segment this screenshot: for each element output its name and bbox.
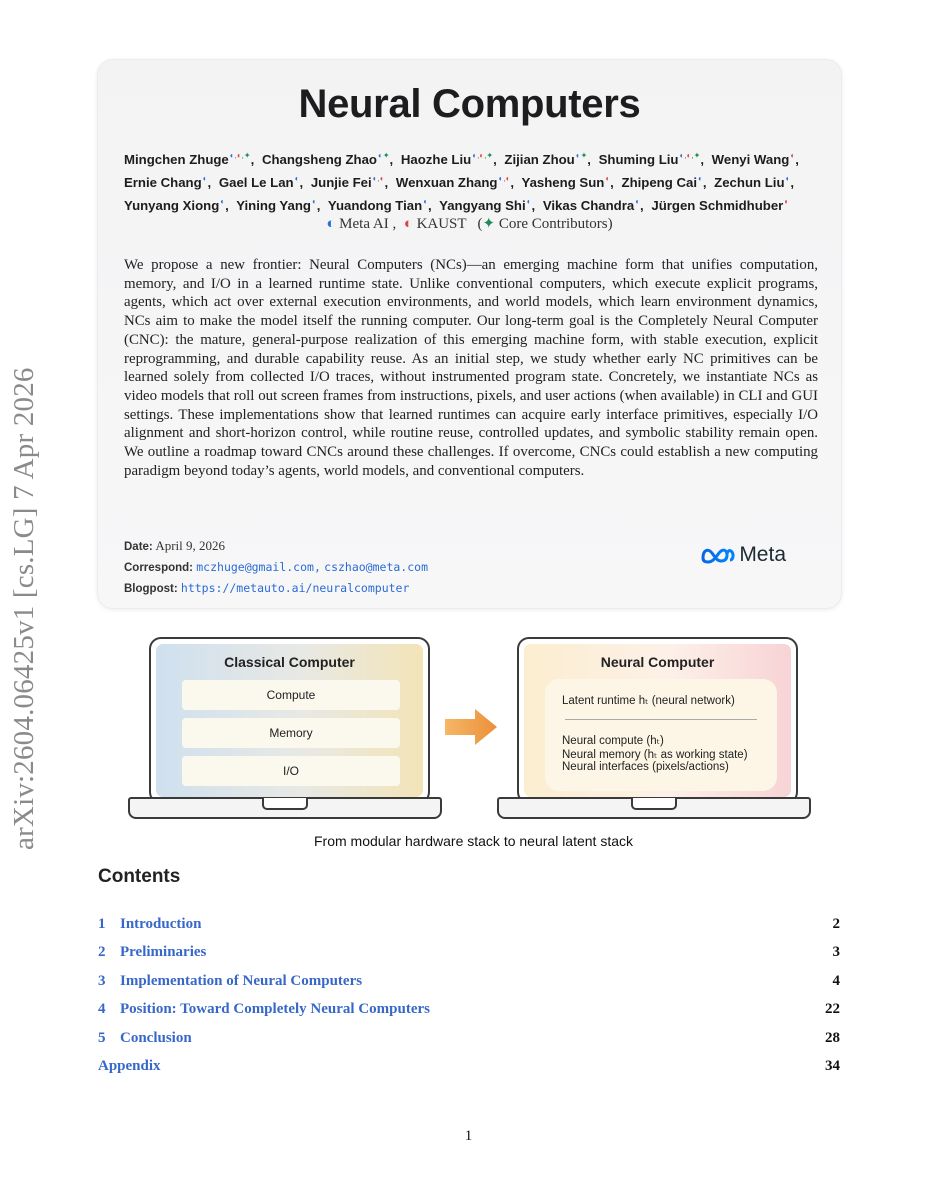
kaust-mark-icon: ,◐ (503, 174, 511, 183)
core-contributor-mark-icon: ✦ (382, 151, 390, 160)
author-affiliation-marks (499, 174, 511, 183)
author-name: Jürgen Schmidhuber (651, 198, 784, 213)
core-contributor-mark-icon: ,✦ (691, 151, 701, 160)
meta-logo (700, 543, 786, 567)
author: Yunyang Xiong◐, (124, 197, 229, 213)
author-affiliation-marks (472, 151, 493, 160)
abstract: We propose a new frontier: Neural Computers (NCs)—an emerging machine form that unifies computation, memory, and I/O in a learned runtime state. Unlike conventional computers, which execute explicit programs, agents, which act over external execution environments, and world models, which learn environment dynamics, NCs aim to make the model itself the running computer. Our long-term goal is the Completely Neural Computer (CNC): the mature, general-purpose realization of this emerging machine form, with stable execution, explicit reprogramming, and durable capability reuse. As an initial step, we study whether early NC primitives can be learned solely from collected I/O traces, without instrumented program state. Concretely, we instantiate NCs as video models that roll out screen frames from instructions, pixels, and user actions (when available) in CLI and GUI settings. These implementations show that learned runtimes can acquire early interface primitives, especially I/O alignment and short-horizon control, while routine reuse, controlled updates, and symbolic stability remain open. We outline a roadmap toward CNCs around these challenges. If overcome, CNCs could establish a new computing paradigm beyond today’s agents, world models, and conventional computers. (124, 257, 818, 479)
author: Zijian Zhou◐✦, (504, 151, 591, 167)
neural-computer-title: Neural Computer (600, 654, 715, 670)
author-name: Yunyang Xiong (124, 198, 220, 213)
meta-mark-icon: ◐ (377, 151, 383, 160)
author: Junjie Fei◐,◐, (310, 174, 389, 190)
toc-title[interactable]: Position: Toward Completely Neural Computers (120, 1001, 430, 1018)
author: Wenyi Wang◐, (711, 151, 799, 167)
correspond-email-link-1[interactable]: mczhuge@gmail.com (196, 560, 314, 574)
meta-mark-icon: ◐ (294, 174, 300, 183)
author-name: Yining Yang (236, 198, 311, 213)
meta-mark-icon: ◐ (229, 151, 235, 160)
io-module: I/O (182, 756, 400, 786)
classical-computer-screen (149, 637, 430, 804)
author-name: Haozhe Liu (400, 152, 472, 167)
core-contributor-label: Core Contributors) (498, 216, 613, 232)
author: Yining Yang◐, (236, 197, 321, 213)
right-arrow-icon (443, 707, 499, 747)
classical-laptop-base (128, 797, 442, 819)
author-name: Yangyang Shi (439, 198, 526, 213)
neural-panel (545, 679, 777, 791)
author: Zechun Liu◐, (714, 174, 795, 190)
toc-page: 34 (825, 1057, 840, 1074)
author-name: Wenyi Wang (711, 152, 790, 167)
author-name: Zechun Liu (714, 175, 785, 190)
toc-title[interactable]: Implementation of Neural Computers (120, 972, 363, 989)
compute-module: Compute (182, 680, 400, 710)
author: Zhipeng Cai◐, (621, 174, 707, 190)
core-contributor-mark-icon: ✦ (580, 151, 588, 160)
kaust-mark-icon: ◐ (790, 151, 796, 160)
meta-infinity-icon (700, 545, 736, 565)
author-affiliation-marks (784, 197, 789, 206)
meta-affiliation-label: Meta AI , (339, 216, 397, 232)
author: Gael Le Lan◐, (218, 174, 304, 190)
author: Wenxuan Zhang◐,◐, (395, 174, 515, 190)
author-name: Junjie Fei (310, 175, 372, 190)
author-name: Shuming Liu (598, 152, 679, 167)
toc-entry-preliminaries[interactable] (98, 944, 840, 972)
neural-memory-label: Neural memory (hₜ as working state) (562, 749, 748, 761)
kaust-mark-icon: ,◐ (234, 151, 242, 160)
toc-entry-introduction[interactable] (98, 916, 840, 944)
toc-page: 4 (832, 972, 840, 989)
toc-title[interactable]: Preliminaries (120, 944, 207, 961)
author: Yasheng Sun◐, (521, 174, 614, 190)
affiliations (98, 214, 841, 233)
meta-mark-icon: ◐ (472, 151, 478, 160)
author-name: Yasheng Sun (521, 175, 605, 190)
author-name: Changsheng Zhao (261, 152, 377, 167)
neural-divider (565, 719, 757, 720)
toc-page: 3 (832, 944, 840, 961)
toc-entry-appendix[interactable] (98, 1058, 840, 1086)
author: Ernie Chang◐, (124, 174, 212, 190)
author-name: Zijian Zhou (504, 152, 575, 167)
blogpost-link[interactable]: https://metauto.ai/neuralcomputer (180, 581, 410, 595)
arxiv-stamp: arXiv:2604.06425v1 [cs.LG] 7 Apr 2026 (8, 367, 40, 850)
author-affiliation-marks (679, 151, 700, 160)
toc-number: 2 (98, 944, 106, 961)
toc-entry-position[interactable] (98, 1001, 840, 1029)
meta-mark-icon: ◐ (679, 151, 685, 160)
core-contributor-mark-icon: ,✦ (241, 151, 251, 160)
kaust-mark-icon: ,◐ (477, 151, 485, 160)
neural-computer-screen (517, 637, 798, 804)
author: Shuming Liu◐,◐,✦, (598, 151, 704, 167)
toc-page: 22 (825, 1001, 840, 1018)
figure-caption: From modular hardware stack to neural latent stack (313, 833, 634, 849)
author: Mingchen Zhuge◐,◐,✦, (124, 151, 255, 167)
author-name: Gael Le Lan (218, 175, 294, 190)
toc-page: 2 (832, 916, 840, 932)
meta-mark-icon: ◐ (498, 174, 504, 183)
correspond-sep: , (313, 560, 321, 574)
date-label: Date: (124, 541, 153, 553)
toc-title[interactable]: Appendix (98, 1057, 161, 1074)
core-contributor-mark-icon: ,✦ (484, 151, 494, 160)
latent-runtime-label: Latent runtime hₜ (neural network) (562, 695, 735, 707)
classical-screen-inner (156, 644, 423, 797)
meta-mark-icon: ◐ (311, 197, 317, 206)
toc-number: 1 (98, 916, 106, 932)
blogpost-label: Blogpost: (124, 583, 178, 595)
blogpost-row (124, 578, 428, 599)
kaust-mark-icon: ◐ (784, 197, 790, 206)
author-affiliation-marks (373, 174, 385, 183)
meta-mark-icon: ◐ (526, 197, 532, 206)
contents-heading: Contents (98, 866, 181, 887)
author-affiliation-marks (230, 151, 251, 160)
correspond-label: Correspond: (124, 562, 193, 574)
author: Yuandong Tian◐, (327, 197, 432, 213)
correspond-row (124, 557, 428, 578)
kaust-mark-icon: ,◐ (377, 174, 385, 183)
author-name: Yuandong Tian (327, 198, 423, 213)
author-name: Zhipeng Cai (621, 175, 697, 190)
author-name: Ernie Chang (124, 175, 202, 190)
memory-module: Memory (182, 718, 400, 748)
kaust-mark-icon: ◐ (605, 174, 611, 183)
author-list (124, 146, 824, 215)
header-card (97, 59, 842, 609)
author-name: Wenxuan Zhang (395, 175, 498, 190)
toc-title[interactable]: Introduction (120, 916, 202, 932)
neural-laptop-base (497, 797, 811, 819)
page-number: 1 (464, 1128, 473, 1144)
meta-mark-icon: ◐ (202, 174, 208, 183)
meta-mark-icon: ◐ (697, 174, 703, 183)
author (651, 198, 789, 213)
meta-mark-icon: ◐ (575, 151, 581, 160)
toc-number: 5 (98, 1029, 106, 1046)
correspond-email-link-2[interactable]: cszhao@meta.com (324, 560, 428, 574)
toc-page: 28 (825, 1029, 840, 1046)
paper-title: Neural Computers (298, 82, 641, 126)
author-affiliation-marks (203, 174, 208, 183)
kaust-affiliation-icon: ◐ (403, 216, 413, 232)
meta-mark-icon: ◐ (635, 197, 641, 206)
toc-number: 3 (98, 972, 106, 989)
author-name: Mingchen Zhuge (124, 152, 229, 167)
classical-laptop-notch (262, 798, 308, 810)
toc-title[interactable]: Conclusion (120, 1029, 192, 1046)
neural-laptop-notch (631, 798, 677, 810)
author: Yangyang Shi◐, (439, 197, 536, 213)
meta-mark-icon: ◐ (785, 174, 791, 183)
author-affiliation-marks (576, 151, 588, 160)
date-value: April 9, 2026 (155, 538, 226, 553)
toc-entry-implementation[interactable] (98, 973, 840, 1001)
neural-interfaces-label: Neural interfaces (pixels/actions) (562, 761, 729, 773)
meta-mark-icon: ◐ (220, 197, 226, 206)
author: Changsheng Zhao◐✦, (261, 151, 394, 167)
core-contributor-icon: ✦ (482, 216, 496, 232)
toc-number: 4 (98, 1001, 106, 1018)
toc-entry-conclusion[interactable] (98, 1030, 840, 1058)
classical-computer-title: Classical Computer (224, 654, 355, 670)
author-name: Vikas Chandra (542, 198, 635, 213)
author: Haozhe Liu◐,◐,✦, (400, 151, 497, 167)
neural-screen-inner (524, 644, 791, 797)
contrib-paren: ( (477, 216, 483, 232)
date-row (124, 536, 428, 557)
author-affiliation-marks (378, 151, 390, 160)
table-of-contents (98, 916, 840, 1086)
meta-mark-icon: ◐ (423, 197, 429, 206)
author: Vikas Chandra◐, (542, 197, 644, 213)
meta-mark-icon: ◐ (372, 174, 378, 183)
paper-meta-info (124, 536, 428, 599)
kaust-mark-icon: ,◐ (684, 151, 692, 160)
kaust-affiliation-label: KAUST (416, 216, 467, 232)
neural-compute-label: Neural compute (hₜ) (562, 735, 664, 747)
meta-affiliation-icon: ◐ (326, 216, 336, 232)
meta-logo-text: Meta (739, 543, 786, 566)
